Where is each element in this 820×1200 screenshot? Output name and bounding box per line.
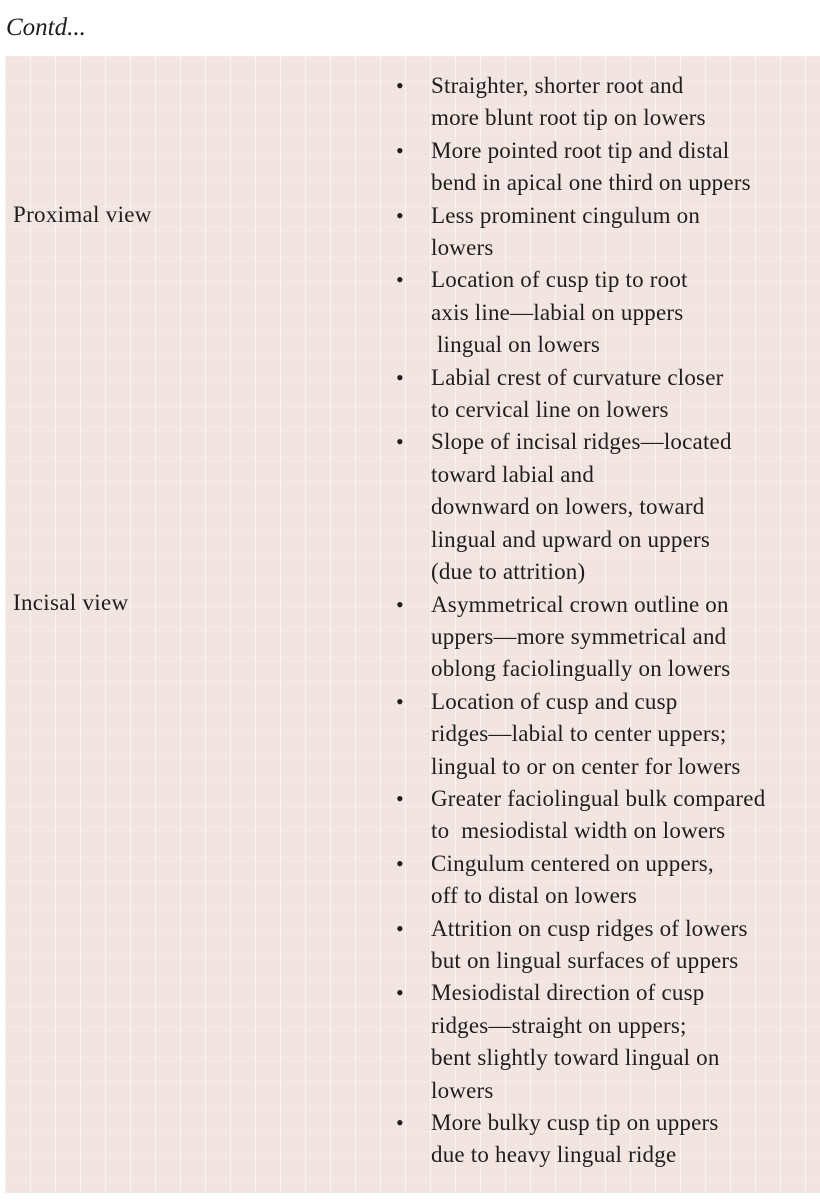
bullet-item-text: More pointed root tip and distal bend in apical one third on uppers <box>431 137 751 196</box>
bullet-icon: • <box>396 429 404 455</box>
bullet-item-text: Location of cusp and cusp ridges—labial to center uppers; lingual to or on center for lowers <box>431 688 741 779</box>
bullet-item <box>396 1107 816 1172</box>
continued-heading: Contd... <box>6 14 86 41</box>
bullet-item-text: Slope of incisal ridges—located toward labial and downward on lowers, toward lingual and upward on uppers (due to attrition) <box>431 429 732 585</box>
bullet-item-text: Mesiodistal direction of cusp ridges—straight on uppers; bent slightly toward lingual on lowers <box>431 980 720 1103</box>
bullet-item-text: Labial crest of curvature closer to cervical line on lowers <box>431 364 724 423</box>
bullet-icon: • <box>396 364 404 390</box>
bullet-item <box>396 913 816 978</box>
row-label-proximal-view: Proximal view <box>13 202 152 227</box>
bullet-item-text: Straighter, shorter root and more blunt root tip on lowers <box>431 73 706 131</box>
bullet-item <box>396 362 816 427</box>
bullet-icon: • <box>396 267 404 293</box>
bullet-icon: • <box>396 591 404 617</box>
bullet-item <box>396 200 816 265</box>
bullet-item <box>396 783 816 848</box>
bullet-item-text: Location of cusp tip to root axis line—labial on uppers lingual on lowers <box>431 267 688 358</box>
bullet-icon: • <box>396 915 404 941</box>
bullet-item <box>396 135 816 200</box>
bullet-item-text: Cingulum centered on uppers, off to distal on lowers <box>431 850 714 909</box>
bullet-item-text: Less prominent cingulum on lowers <box>431 202 701 261</box>
bullet-icon: • <box>396 785 404 811</box>
row-label-incisal-view: Incisal view <box>13 590 129 615</box>
bullet-icon: • <box>396 980 404 1006</box>
bullet-item-text: More bulky cusp tip on uppers due to heavy lingual ridge <box>431 1110 719 1168</box>
bullet-icon: • <box>396 137 404 163</box>
bullet-item <box>396 70 816 135</box>
bullet-icon: • <box>396 850 404 876</box>
bullet-item-text: Asymmetrical crown outline on uppers—more symmetrical and oblong faciolingually on lowers <box>431 591 731 682</box>
bullet-icon: • <box>396 688 404 714</box>
bullet-icon: • <box>396 73 404 98</box>
bullet-item <box>396 848 816 913</box>
bullet-item <box>396 264 816 361</box>
bullet-icon: • <box>396 202 404 228</box>
bullet-item <box>396 686 816 783</box>
bullet-icon: • <box>396 1110 404 1135</box>
feature-bullet-list <box>396 70 816 1172</box>
bullet-item <box>396 426 816 588</box>
bullet-item <box>396 589 816 686</box>
bullet-item <box>396 977 816 1107</box>
bullet-item-text: Greater faciolingual bulk compared to mesiodistal width on lowers <box>431 785 766 844</box>
bullet-item-text: Attrition on cusp ridges of lowers but on lingual surfaces of uppers <box>431 915 748 973</box>
